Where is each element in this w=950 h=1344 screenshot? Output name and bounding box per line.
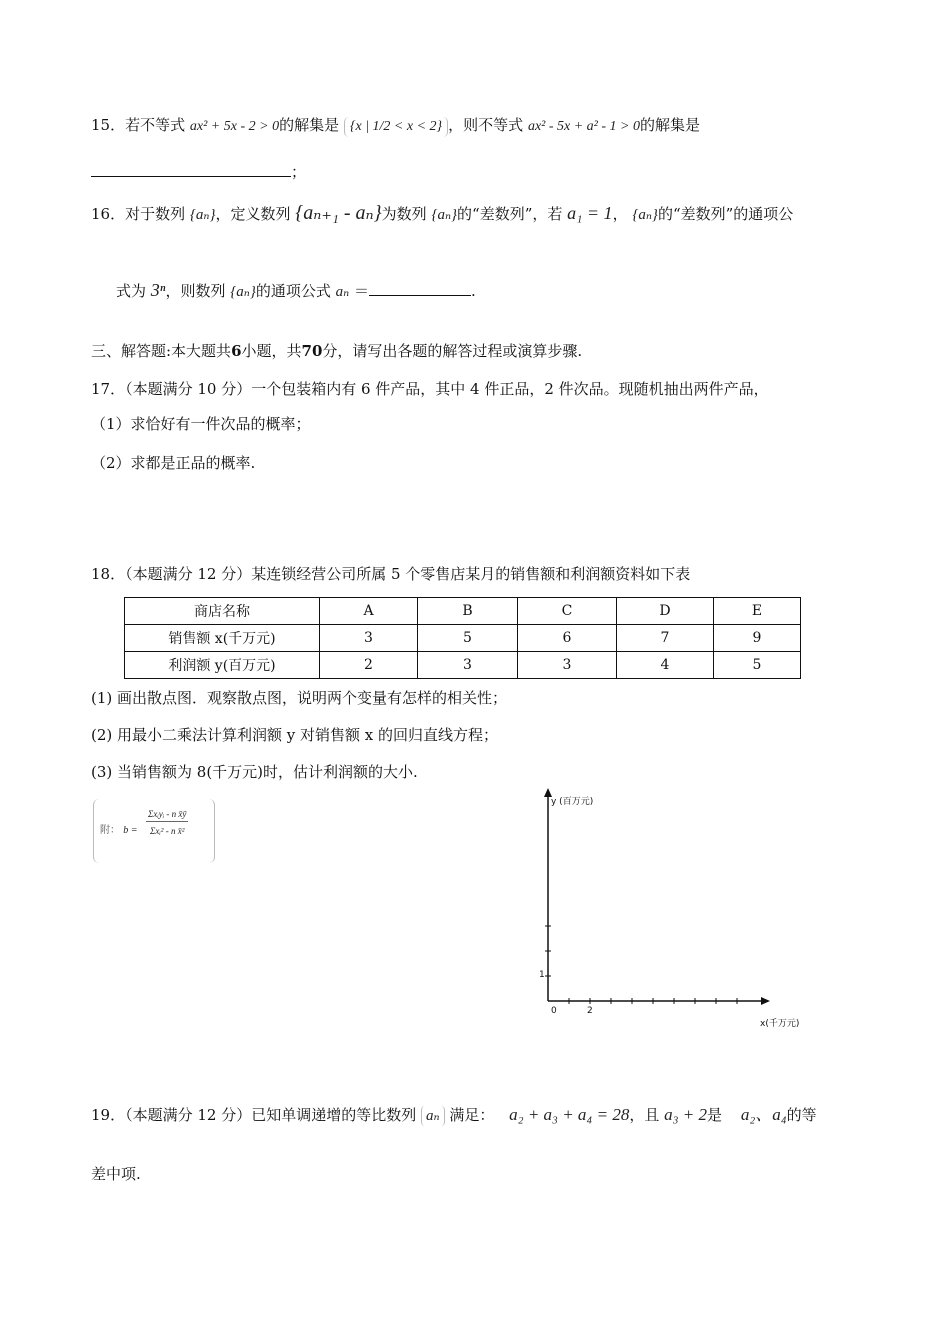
q15-inequality-2: ax² - 5x + a² - 1 > 0 — [527, 119, 640, 134]
q16-line-1 — [91, 200, 793, 225]
formula-numerator: Σxᵢyᵢ - n x̄ȳ — [146, 803, 188, 822]
q16-an: aₙ — [335, 284, 350, 300]
table-cell: 2 — [320, 652, 418, 679]
table-cell: B — [418, 598, 518, 625]
q16-line-2 — [116, 280, 476, 301]
x-tick-label: 2 — [587, 1006, 593, 1016]
y-axis-label: y (百万元) — [551, 797, 594, 807]
table-cell: 5 — [418, 625, 518, 652]
q18-part-2: (2) 用最小二乘法计算利润额 y 对销售额 x 的回归直线方程； — [91, 726, 499, 744]
scatter-plot-axes — [530, 785, 810, 1035]
formula-denominator: Σxᵢ² - n x̄² — [150, 826, 185, 836]
q15-tail: ； — [291, 163, 307, 181]
section-3-heading — [91, 340, 582, 361]
q16-line2-a: 式为 — [116, 282, 147, 300]
q15-line — [91, 114, 700, 137]
q18-part-1: (1) 画出散点图．观察散点图，说明两个变量有怎样的相关性； — [91, 689, 508, 707]
q19-text-e: 的等 — [786, 1106, 817, 1124]
table-cell: 4 — [617, 652, 714, 679]
q19-equation: a₂ + a₃ + a₄ = 28 — [509, 1105, 630, 1124]
q19-line-2: 差中项. — [91, 1165, 141, 1183]
table-cell: E — [714, 598, 801, 625]
q16-seq-4: {aₙ} — [230, 284, 256, 300]
table-cell: D — [617, 598, 714, 625]
section-3-text-c: 分，请写出各题的解答过程或演算步骤. — [322, 342, 583, 360]
q17-part-2: （2）求都是正品的概率. — [91, 454, 256, 472]
x-axis-arrow — [761, 997, 770, 1005]
q16-diff-seq: {aₙ₊₁ - aₙ} — [295, 202, 382, 224]
q19-terms: a₂、a₄ — [740, 1105, 787, 1124]
table-cell: 销售额 x(千万元) — [125, 625, 320, 652]
section-3-score: 70 — [301, 342, 323, 360]
q16-period: . — [471, 282, 476, 300]
table-cell: 商店名称 — [125, 598, 320, 625]
q16-seq-2: {aₙ} — [431, 207, 458, 223]
origin-label: 0 — [551, 1006, 557, 1016]
q17-line-1: 17．（本题满分 10 分）一个包装箱内有 6 件产品，其中 4 件正品，2 件次品。现随机抽出两件产品， — [91, 380, 769, 398]
q16-text-5: ， — [612, 205, 628, 223]
formula-lhs: b = — [123, 825, 138, 836]
q15-inequality-1: ax² + 5x - 2 > 0 — [189, 119, 280, 134]
table-cell: C — [518, 598, 617, 625]
q19-text-a: 19．（本题满分 12 分）已知单调递增的等比数列 — [91, 1106, 417, 1124]
regression-formula — [93, 799, 215, 863]
q18-part-3: (3) 当销售额为 8(千万元)时，估计利润额的大小. — [91, 763, 418, 781]
table-row — [125, 652, 801, 679]
table-cell: 5 — [714, 652, 801, 679]
q16-number: 16． — [91, 205, 126, 223]
q19-seq: aₙ — [421, 1106, 445, 1126]
q15-number: 15． — [91, 116, 126, 134]
q16-initial: a₁ = 1 — [567, 203, 613, 223]
x-axis-label: x(千万元) — [760, 1019, 800, 1029]
q16-line2-c: 的通项公式 — [255, 282, 331, 300]
q15-solution-set: {x | 1/2 < x < 2} — [344, 117, 448, 137]
q16-text-6: 的“差数列”的通项公 — [657, 205, 794, 223]
table-cell: A — [320, 598, 418, 625]
q15-intro: 若不等式 — [125, 116, 186, 134]
table-cell: 3 — [518, 652, 617, 679]
q15-mid: 的解集是 — [279, 116, 340, 134]
q19-text-c: ，且 — [629, 1106, 660, 1124]
q16-seq-1: {aₙ} — [189, 207, 216, 223]
q16-answer-blank — [369, 281, 471, 296]
q18-data-table — [124, 597, 801, 679]
q17-part-1: （1）求恰好有一件次品的概率； — [91, 415, 311, 433]
q19-text-b: 满足： — [449, 1106, 495, 1124]
q19-term: a₃ + 2 — [664, 1105, 708, 1124]
q16-power: 3ⁿ — [150, 280, 166, 300]
q16-text-3: 为数列 — [381, 205, 427, 223]
q16-seq-3: {aₙ} — [632, 207, 658, 223]
section-3-count: 6 — [231, 342, 242, 360]
q15-end: 的解集是 — [639, 116, 700, 134]
q16-eq: ＝ — [354, 282, 370, 300]
y-tick-label: 1 — [539, 970, 545, 980]
q16-text-2: ，定义数列 — [215, 205, 291, 223]
table-header-row — [125, 598, 801, 625]
q16-text-1: 对于数列 — [125, 205, 186, 223]
table-cell: 利润额 y(百万元) — [125, 652, 320, 679]
q19-line-1 — [91, 1100, 817, 1125]
table-cell: 3 — [320, 625, 418, 652]
q16-line2-b: ，则数列 — [165, 282, 226, 300]
table-cell: 6 — [518, 625, 617, 652]
q18-line-1: 18．（本题满分 12 分）某连锁经营公司所属 5 个零售店某月的销售额和利润额资料如下表 — [91, 565, 691, 583]
q15-mid2: ，则不等式 — [448, 116, 524, 134]
q19-text-d: 是 — [707, 1106, 723, 1124]
q15-answer-line — [91, 160, 306, 182]
q15-answer-blank — [91, 160, 291, 177]
section-3-text-b: 小题，共 — [241, 342, 302, 360]
table-row — [125, 625, 801, 652]
table-cell: 3 — [418, 652, 518, 679]
table-cell: 7 — [617, 625, 714, 652]
table-cell: 9 — [714, 625, 801, 652]
q16-text-4: 的“差数列”，若 — [457, 205, 563, 223]
formula-prefix: 附： — [100, 825, 120, 836]
section-3-text-a: 三、解答题:本大题共 — [91, 342, 232, 360]
